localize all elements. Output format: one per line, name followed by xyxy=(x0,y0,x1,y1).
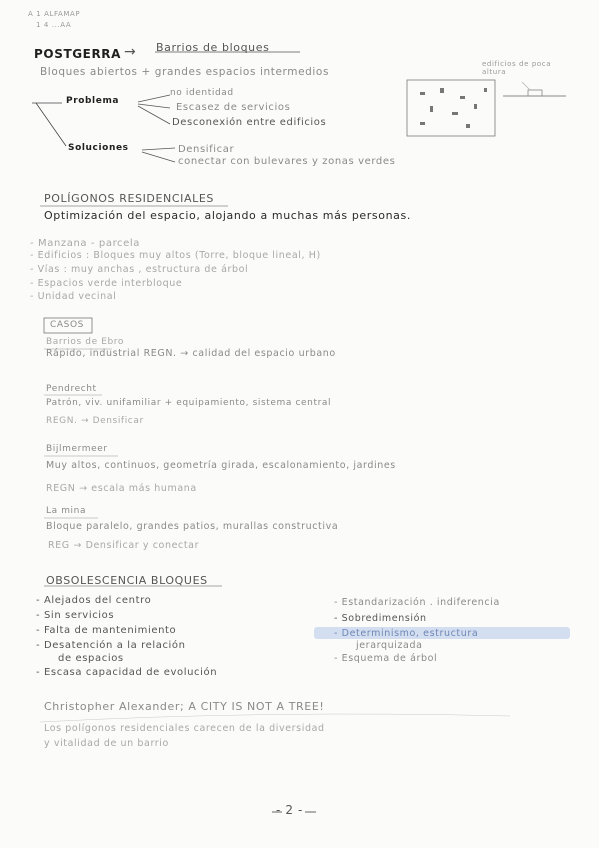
case-3-name: Bijlmermeer xyxy=(46,444,108,454)
poligonos-item-2: - Edificios : Bloques muy altos (Torre, bloque lineal, H) xyxy=(30,250,321,261)
obsolescencia-left-4: - Desatención a la relación xyxy=(36,640,186,651)
poligonos-item-1: - Manzana - parcela xyxy=(30,238,141,249)
case-2-line-2: REGN. → Densificar xyxy=(46,416,144,426)
subtitle: Bloques abiertos + grandes espacios intermedios xyxy=(40,66,330,78)
obsolescencia-left-1: - Alejados del centro xyxy=(36,595,152,606)
casos-label: CASOS xyxy=(50,320,84,330)
case-1-name: Barrios de Ebro xyxy=(46,337,125,347)
obsolescencia-title: OBSOLESCENCIA BLOQUES xyxy=(46,574,208,587)
corner-note-line2: 1 4 ...AA xyxy=(36,21,72,29)
solutions-label: Soluciones xyxy=(68,143,129,153)
closing-line-2: y vitalidad de un barrio xyxy=(44,738,169,749)
obsolescencia-right-1: - Estandarización . indiferencia xyxy=(334,597,500,608)
title-arrow: → xyxy=(124,44,137,60)
corner-note-line1: A 1 ALFAMAP xyxy=(28,10,81,18)
solution-item-1: Densificar xyxy=(178,144,235,155)
poligonos-item-5: - Unidad vecinal xyxy=(30,291,117,302)
case-4-name: La mina xyxy=(46,506,87,516)
poligonos-title: POLÍGONOS RESIDENCIALES xyxy=(44,192,214,205)
obsolescencia-left-2: - Sin servicios xyxy=(36,610,115,621)
case-2-name: Pendrecht xyxy=(46,384,97,394)
poligonos-item-3: - Vías : muy anchas , estructura de árbol xyxy=(30,264,249,275)
solution-item-2: conectar con bulevares y zonas verdes xyxy=(178,156,396,167)
obsolescencia-left-5: de espacios xyxy=(58,653,124,664)
poligonos-subtitle: Optimización del espacio, alojando a muchas más personas. xyxy=(44,209,411,222)
case-4-line-2: REG → Densificar y conectar xyxy=(48,540,200,551)
problem-item-3: Desconexión entre edificios xyxy=(172,117,327,128)
problem-item-2: Escasez de servicios xyxy=(176,102,291,113)
poligonos-item-4: - Espacios verde interbloque xyxy=(30,278,183,289)
alexander-quote: Christopher Alexander; A CITY IS NOT A TREE! xyxy=(44,700,325,713)
obsolescencia-right-4: jerarquizada xyxy=(356,640,423,651)
case-4-line-1: Bloque paralelo, grandes patios, murallas constructiva xyxy=(46,521,339,532)
problems-label: Problema xyxy=(66,96,120,106)
sketch-label: edificios de poca altura xyxy=(482,60,552,76)
case-1-line-1: Rápido, industrial REGN. → calidad del espacio urbano xyxy=(46,348,336,359)
closing-line-1: Los polígonos residenciales carecen de la diversidad xyxy=(44,723,325,734)
case-3-line-2: REGN → escala más humana xyxy=(46,483,197,494)
obsolescencia-right-3: - Determinismo, estructura xyxy=(334,628,479,639)
obsolescencia-right-5: - Esquema de árbol xyxy=(334,653,438,664)
page-title: POSTGERRA xyxy=(34,47,122,61)
case-2-line-1: Patrón, viv. unifamiliar + equipamiento, sistema central xyxy=(46,398,332,408)
obsolescencia-left-3: - Falta de mantenimiento xyxy=(36,625,177,636)
page-number: - 2 - xyxy=(276,803,303,817)
problem-item-1: no identidad xyxy=(170,88,234,98)
obsolescencia-right-2: - Sobredimensión xyxy=(334,613,427,624)
case-3-line-1: Muy altos, continuos, geometría girada, escalonamiento, jardines xyxy=(46,460,396,471)
title-topic: Barrios de bloques xyxy=(156,41,270,54)
obsolescencia-left-6: - Escasa capacidad de evolución xyxy=(36,667,218,678)
